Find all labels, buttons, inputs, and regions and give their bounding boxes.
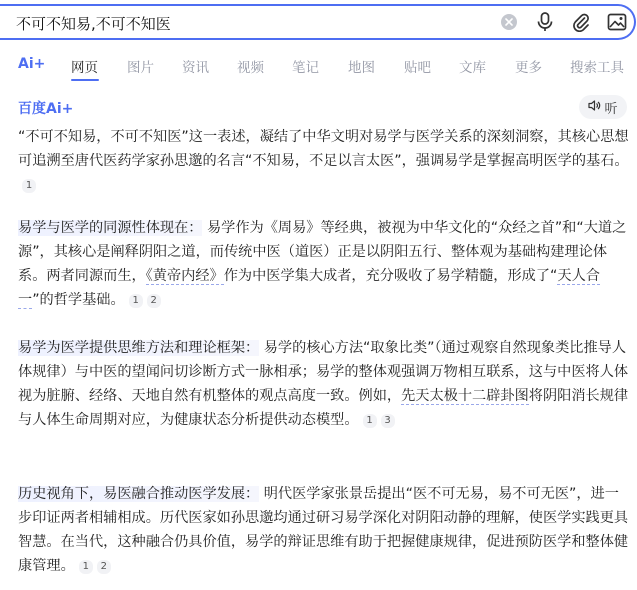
- answer-paragraph-method: [18, 336, 630, 432]
- search-box[interactable]: [0, 4, 636, 40]
- image-search-icon[interactable]: [606, 11, 628, 33]
- clear-icon[interactable]: [498, 11, 520, 33]
- paragraph-text: ”的哲学基础。: [32, 292, 125, 308]
- citation-badge[interactable]: 1: [129, 294, 143, 308]
- citation-badge[interactable]: 1: [22, 179, 36, 193]
- entity-link[interactable]: 《黄帝内经》: [145, 268, 224, 284]
- citation-badge[interactable]: 2: [97, 560, 111, 574]
- tab-wenku[interactable]: 文库: [459, 60, 486, 76]
- tab-news[interactable]: 资讯: [182, 60, 209, 76]
- citation-badge[interactable]: 2: [147, 294, 161, 308]
- listen-label: 听: [604, 101, 618, 117]
- paragraph-heading: 易学为医学提供思维方法和理论框架：: [18, 340, 260, 356]
- ai-brand-logo: 百度Ai+: [18, 101, 74, 117]
- answer-paragraph-history: [18, 482, 630, 578]
- paragraph-text: “不可不知易，不可不知医”这一表述，凝结了中华文明对易学与医学关系的深刻洞察，其核心思想可追溯至唐代医药学家孙思邈的名言“不知易，不足以言太医”，强调易学是掌握高明医学的基石。: [18, 129, 629, 169]
- tab-search-tools[interactable]: 搜索工具: [570, 60, 624, 76]
- tab-tieba[interactable]: 贴吧: [404, 60, 431, 76]
- tab-web[interactable]: 网页: [71, 60, 98, 76]
- speaker-icon: [588, 99, 601, 116]
- tab-video[interactable]: 视频: [237, 60, 264, 76]
- paragraph-text: 易学作为《周易》等经典，被视为中华文化的“众经之首”和“大道之源”，其核心是阐释阴阳之道，而传统中医（道医）正是以阴阳五行、整体观为基础构建理论体系。两者同源而生，: [18, 220, 627, 284]
- microphone-icon[interactable]: [534, 11, 556, 33]
- answer-paragraph-origin: [18, 216, 630, 312]
- paragraph-text: 易学的核心方法“取象比类”（通过观察自然现象类比推导人体规律）与中医的望闻问切诊断方式一脉相承；易学的整体观强调万物相互联系，这与中医将人体视为脏腑、经络、天地自然有机整体的观点高度一致。例如，: [18, 340, 629, 404]
- entity-link[interactable]: 天人合一: [18, 268, 600, 308]
- attachment-icon[interactable]: [570, 11, 592, 33]
- citation-badge[interactable]: 1: [79, 560, 93, 574]
- search-actions: [498, 6, 628, 38]
- search-tabs: [0, 56, 637, 80]
- tab-more[interactable]: 更多: [515, 60, 542, 76]
- citation-badge[interactable]: 3: [381, 414, 395, 428]
- tab-ai[interactable]: Ai+: [18, 56, 46, 72]
- listen-button[interactable]: [579, 95, 627, 119]
- paragraph-heading: 历史视角下，易医融合推动医学发展：: [18, 486, 260, 502]
- paragraph-heading: 易学与医学的同源性体现在：: [18, 220, 203, 236]
- tab-map[interactable]: 地图: [348, 60, 375, 76]
- paragraph-text: 作为中医学集大成者，充分吸收了易学精髓，形成了“: [223, 268, 558, 284]
- paragraph-text: 将阴阳消长规律与人体生命周期对应，为健康状态分析提供动态模型。: [18, 388, 629, 428]
- answer-paragraph-intro: [18, 125, 630, 197]
- search-input[interactable]: 不可不知易,不可不知医: [16, 15, 171, 33]
- paragraph-text: 明代医学家张景岳提出“医不可无易，易不可无医”，进一步印证两者相辅相成。历代医家如孙思邈均通过研习易学深化对阴阳动静的理解，使医学实践更具智慧。在当代，这种融合仍具价值，易学的辩证思维有助于把握健康规律，促进预防医学和整体健康管理。: [18, 486, 629, 574]
- citation-badge[interactable]: 1: [363, 414, 377, 428]
- active-tab-indicator: [71, 79, 99, 81]
- entity-link[interactable]: 先天太极十二辟卦图: [401, 388, 529, 404]
- tab-notes[interactable]: 笔记: [292, 60, 319, 76]
- tab-images[interactable]: 图片: [127, 60, 154, 76]
